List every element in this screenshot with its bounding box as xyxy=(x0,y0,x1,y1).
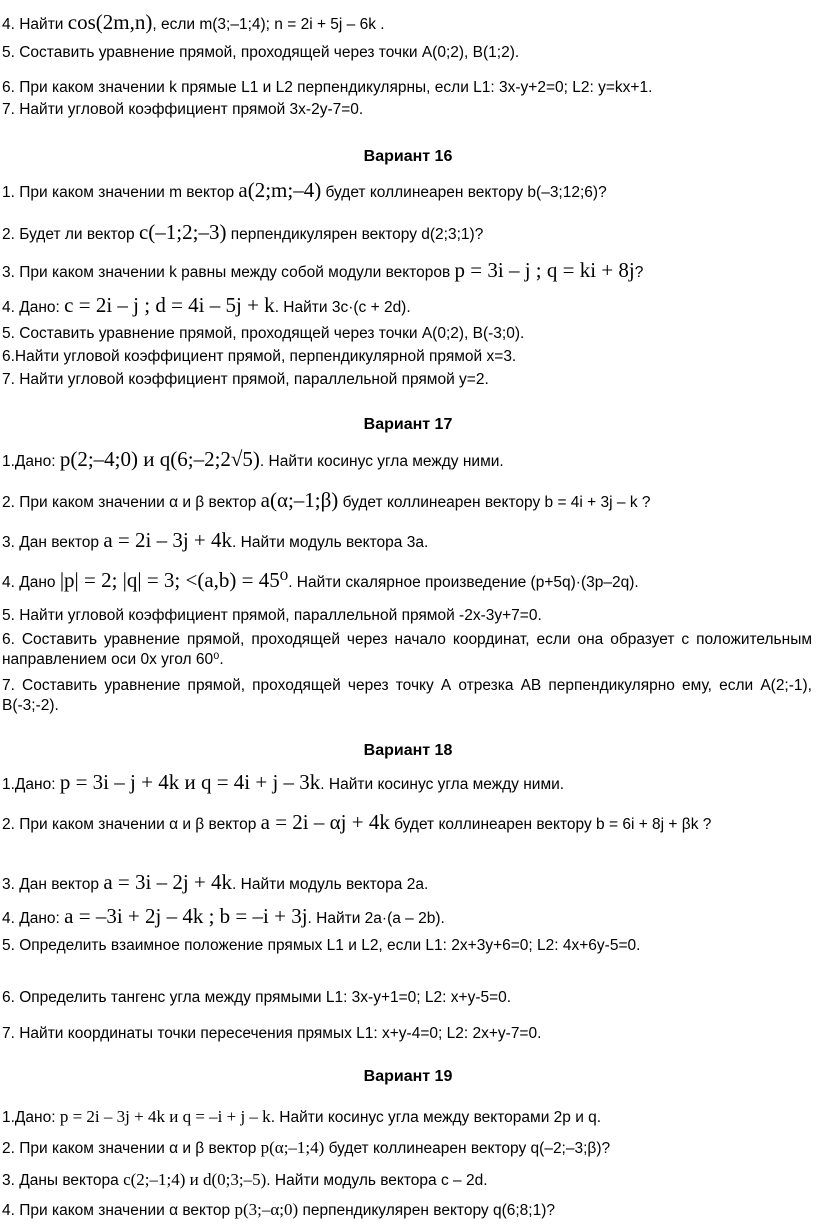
formula: a = 2i – 3j + 4k xyxy=(103,528,233,552)
formula: p = 2i – 3j + 4k и q = –i + j – k xyxy=(59,1107,271,1126)
task-line: 4. Дано: a = –3i + 2j – 4k ; b = –i + 3j. Найти 2a·(a – 2b). xyxy=(2,904,445,928)
task-line: 2. При каком значении α и β вектор a = 2i – αj + 4k будет коллинеарен вектору b = 6i + 8j + βk ? xyxy=(2,810,712,834)
task-line: 2. При каком значении α и β вектор p(α;–1;4) будет коллинеарен вектору q(–2;–3;β)? xyxy=(2,1138,611,1157)
formula: c = 2i – j ; d = 4i – 5j + k xyxy=(64,293,275,317)
task-line: 7. Найти угловой коэффициент прямой, параллельной прямой y=2. xyxy=(2,371,489,388)
task-line: 1.Дано: p = 2i – 3j + 4k и q = –i + j – k. Найти косинус угла между векторами 2p и q. xyxy=(2,1107,602,1126)
task-line: 5. Составить уравнение прямой, проходящей через точки А(0;2), В(1;2). xyxy=(2,44,520,61)
task-line: 6.Найти угловой коэффициент прямой, перпендикулярной прямой x=3. xyxy=(2,348,517,365)
task-line: 1. При каком значении m вектор a(2;m;–4) будет коллинеарен вектору b(–3;12;6)? xyxy=(2,178,607,202)
task-line: 1.Дано: p = 3i – j + 4k и q = 4i + j – 3k. Найти косинус угла между ними. xyxy=(2,770,565,794)
formula: c(2;–1;4) и d(0;3;–5) xyxy=(123,1170,267,1189)
section-title: Вариант 17 xyxy=(363,416,453,433)
task-line: 3. Даны вектора c(2;–1;4) и d(0;3;–5). Найти модуль вектора c – 2d. xyxy=(2,1170,488,1189)
formula: p = 3i – j + 4k и q = 4i + j – 3k xyxy=(59,770,321,794)
task-line: 4. При каком значении α вектор p(3;–α;0) перпендикулярен вектору q(6;8;1)? xyxy=(2,1200,555,1219)
formula: a = 2i – αj + 4k xyxy=(260,810,390,834)
task-line: 2. Будет ли вектор c(–1;2;–3) перпендикулярен вектору d(2;3;1)? xyxy=(2,220,484,244)
section-title: Вариант 18 xyxy=(363,742,453,759)
task-line: 5. Составить уравнение прямой, проходящей через точки А(0;2), В(-3;0). xyxy=(2,325,525,342)
task-line: 2. При каком значении α и β вектор a(α;–1;β) будет коллинеарен вектору b = 4i + 3j – k ? xyxy=(2,488,651,512)
task-line: 4. Дано: c = 2i – j ; d = 4i – 5j + k. Найти 3c·(c + 2d). xyxy=(2,293,411,317)
task-line: 7. Составить уравнение прямой, проходящей через точку А отрезка АВ перпендикулярно ему, если А(2;-1), В(-3;-2). xyxy=(2,677,812,714)
task-line: 1.Дано: p(2;–4;0) и q(6;–2;2√5). Найти косинус угла между ними. xyxy=(2,447,504,471)
task-line: 4. Найти cos(2m,n), если m(3;–1;4); n = 2i + 5j – 6k . xyxy=(2,10,385,34)
formula: p(3;–α;0) xyxy=(234,1200,299,1219)
task-line: 7. Найти координаты точки пересечения прямых L1: x+y-4=0; L2: 2x+y-7=0. xyxy=(2,1025,542,1042)
task-line: 4. Дано |p| = 2; |q| = 3; <(a,b) = 45⁰. Найти скалярное произведение (p+5q)·(3p–2q). xyxy=(2,568,639,592)
task-line: 6. Составить уравнение прямой, проходящей через начало координат, если она образует с положительным направлением оси 0x угол 60⁰. xyxy=(2,631,812,668)
task-line: 6. При каком значении k прямые L1 и L2 перпендикулярны, если L1: 3x-y+2=0; L2: y=kx+1. xyxy=(2,79,653,96)
formula: a(2;m;–4) xyxy=(238,178,322,202)
section-title: Вариант 19 xyxy=(363,1068,453,1085)
formula: a = 3i – 2j + 4k xyxy=(103,870,233,894)
task-line: 5. Определить взаимное положение прямых L1 и L2, если L1: 2x+3y+6=0; L2: 4x+6y-5=0. xyxy=(2,937,641,954)
formula: p(2;–4;0) и q(6;–2;2√5) xyxy=(59,447,260,471)
task-line: 3. Дан вектор a = 2i – 3j + 4k. Найти модуль вектора 3a. xyxy=(2,528,429,552)
task-line: 7. Найти угловой коэффициент прямой 3x-2y-7=0. xyxy=(2,101,364,118)
formula: c(–1;2;–3) xyxy=(138,220,227,244)
formula: cos(2m,n) xyxy=(67,10,153,34)
formula: p(α;–1;4) xyxy=(260,1138,325,1157)
section-title: Вариант 16 xyxy=(363,148,453,165)
task-line: 6. Определить тангенс угла между прямыми L1: 3x-y+1=0; L2: x+y-5=0. xyxy=(2,989,512,1006)
task-line: 3. Дан вектор a = 3i – 2j + 4k. Найти модуль вектора 2a. xyxy=(2,870,429,894)
task-line: 5. Найти угловой коэффициент прямой, параллельной прямой -2x-3y+7=0. xyxy=(2,607,542,624)
formula: |p| = 2; |q| = 3; <(a,b) = 45⁰ xyxy=(59,568,289,592)
formula: p = 3i – j ; q = ki + 8j xyxy=(454,258,635,282)
formula: a = –3i + 2j – 4k ; b = –i + 3j xyxy=(64,904,308,928)
task-line: 3. При каком значении k равны между собой модули векторов p = 3i – j ; q = ki + 8j? xyxy=(2,258,644,282)
formula: a(α;–1;β) xyxy=(260,488,339,512)
